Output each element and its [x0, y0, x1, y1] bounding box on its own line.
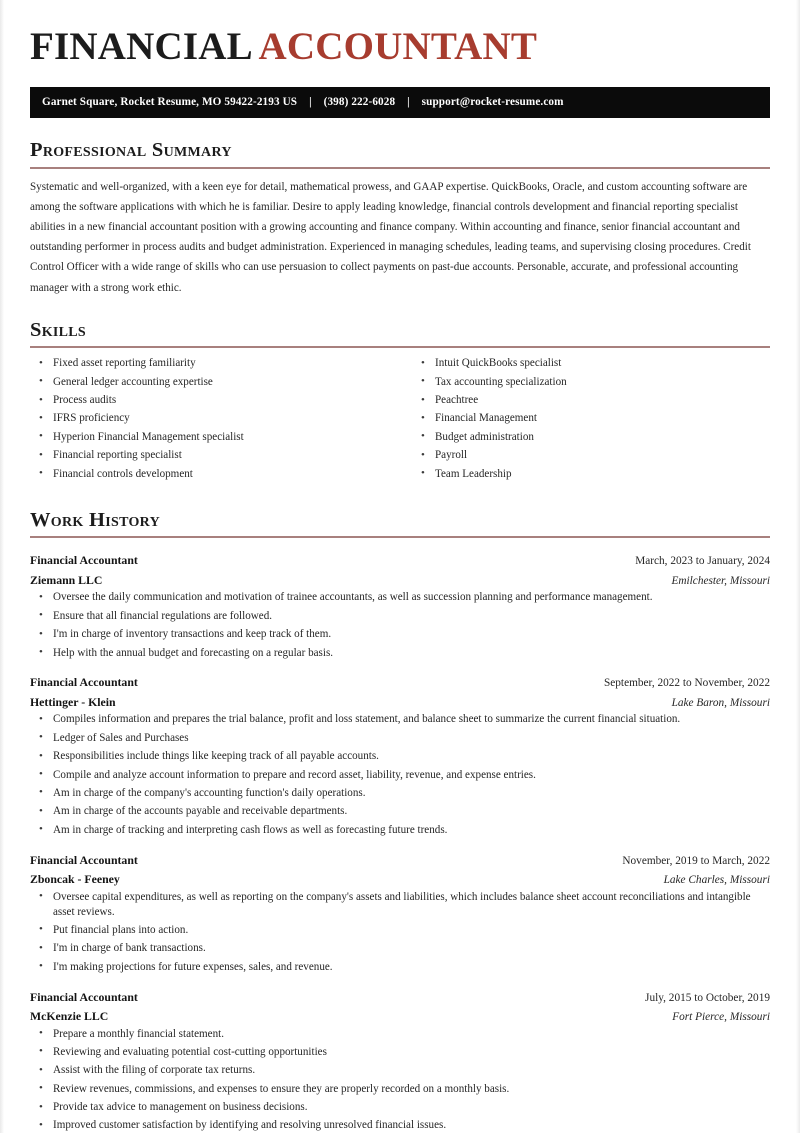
section-heading-skills: Skills	[30, 318, 87, 341]
job-dates: July, 2015 to October, 2019	[645, 991, 770, 1004]
job-company-row	[30, 693, 770, 713]
job-location: Lake Baron, Missouri	[671, 696, 770, 709]
list-item: • Payroll	[412, 448, 770, 463]
name-first: FINANCIAL	[30, 25, 251, 68]
job-location: Fort Pierce, Missouri	[672, 1011, 770, 1024]
job-company: Zboncak - Feeney	[30, 872, 120, 887]
job-company: Hettinger - Klein	[30, 694, 116, 709]
name-last: ACCOUNTANT	[258, 25, 538, 68]
contact-separator-1: |	[309, 96, 312, 109]
contact-address: Garnet Square, Rocket Resume, MO 59422-2193 US	[42, 96, 298, 109]
contact-email[interactable]: support@rocket-resume.com	[421, 96, 564, 109]
section-skills	[30, 319, 770, 485]
job-location: Lake Charles, Missouri	[663, 874, 770, 887]
list-item: • Oversee capital expenditures, as well as reporting on the company's assets and liabilities, which includes balance sheet account reconciliations and intangible asset reviews.	[30, 890, 770, 920]
section-heading-professional-summary: Professional Summary	[30, 139, 232, 162]
list-item: • Put financial plans into action.	[30, 923, 770, 938]
list-item: • Improved customer satisfaction by identifying and resolving unresolved financial issues.	[30, 1118, 770, 1133]
job-title-row	[30, 551, 770, 571]
list-item: • Compiles information and prepares the trial balance, profit and loss statement, and balance sheet to summarize the current financial situation.	[30, 712, 770, 727]
work-history-entry	[30, 988, 770, 1133]
job-title: Financial Accountant	[30, 675, 138, 690]
contact-separator-2: |	[407, 96, 410, 109]
job-company: McKenzie LLC	[30, 1009, 109, 1024]
job-company-row	[30, 870, 770, 890]
list-item: • Responsibilities include things like keeping track of all payable accounts.	[30, 749, 770, 764]
list-item: • I'm in charge of inventory transactions and keep track of them.	[30, 627, 770, 642]
job-title: Financial Accountant	[30, 989, 138, 1004]
list-item: • Budget administration	[412, 430, 770, 445]
section-work-history	[30, 509, 770, 1133]
section-divider	[30, 167, 770, 169]
job-responsibilities-list	[30, 890, 770, 975]
list-item: • Provide tax advice to management on business decisions.	[30, 1100, 770, 1115]
job-company-row	[30, 1007, 770, 1027]
section-heading-work-history: Work History	[30, 508, 160, 531]
section-divider	[30, 346, 770, 348]
job-dates: November, 2019 to March, 2022	[622, 854, 770, 867]
job-responsibilities-list	[30, 1027, 770, 1133]
list-item: • Financial reporting specialist	[30, 448, 400, 463]
job-dates: March, 2023 to January, 2024	[635, 555, 770, 568]
job-title-row	[30, 673, 770, 693]
skills-column-right	[400, 356, 770, 485]
job-responsibilities-list	[30, 712, 770, 837]
list-item: • Process audits	[30, 393, 400, 408]
list-item: • Intuit QuickBooks specialist	[412, 356, 770, 371]
job-dates: September, 2022 to November, 2022	[603, 677, 770, 690]
job-company: Ziemann LLC	[30, 572, 103, 587]
list-item: • Financial Management	[412, 411, 770, 426]
work-history-entry	[30, 851, 770, 975]
job-title: Financial Accountant	[30, 852, 138, 867]
list-item: • Oversee the daily communication and motivation of trainee accountants, as well as succession planning and performance management.	[30, 590, 770, 605]
contact-bar	[30, 87, 770, 118]
list-item: • Review revenues, commissions, and expenses to ensure they are properly recorded on a monthly basis.	[30, 1082, 770, 1097]
job-company-row	[30, 571, 770, 591]
list-item: • Am in charge of the company's accounting function's daily operations.	[30, 786, 770, 801]
skills-list-left	[30, 356, 400, 481]
section-divider	[30, 536, 770, 538]
work-history-entry	[30, 673, 770, 837]
professional-summary-text: Systematic and well-organized, with a keen eye for detail, mathematical prowess, and GAAP expertise. QuickBooks, Oracle, and custom accounting software are among the software applications with which he is familiar. Desire to apply leading knowledge, financial controls development and financial reporting specialist abilities in a new financial accountant position with a growing accounting and finance company. Within accounting and finance, senior financial accountant and outstanding performer in process audits and budget administration. Experienced in managing schedules, leading teams, and supervising closing procedures. Credit Control Officer with a wide range of skills who can use persuasion to collect payments on past-due accounts. Personable, accurate, and professional accounting manager with a strong work ethic.	[30, 180, 751, 294]
page-title	[30, 0, 770, 68]
skills-column-left	[30, 356, 400, 485]
list-item: • Reviewing and evaluating potential cost-cutting opportunities	[30, 1045, 770, 1060]
list-item: • I'm in charge of bank transactions.	[30, 941, 770, 956]
list-item: • IFRS proficiency	[30, 411, 400, 426]
skills-columns	[30, 356, 770, 485]
list-item: • General ledger accounting expertise	[30, 375, 400, 390]
list-item: • Am in charge of tracking and interpreting cash flows as well as forecasting future trends.	[30, 823, 770, 838]
job-title-row	[30, 851, 770, 871]
job-responsibilities-list	[30, 590, 770, 660]
list-item: • Ledger of Sales and Purchases	[30, 731, 770, 746]
list-item: • Prepare a monthly financial statement.	[30, 1027, 770, 1042]
list-item: • Ensure that all financial regulations are followed.	[30, 609, 770, 624]
list-item: • Hyperion Financial Management specialist	[30, 430, 400, 445]
list-item: • Help with the annual budget and forecasting on a regular basis.	[30, 646, 770, 661]
work-history-entry	[30, 551, 770, 660]
list-item: • Compile and analyze account information to prepare and record asset, liability, revenue, and expense entries.	[30, 768, 770, 783]
job-title-row	[30, 988, 770, 1008]
list-item: • Peachtree	[412, 393, 770, 408]
list-item: • Am in charge of the accounts payable and receivable departments.	[30, 804, 770, 819]
section-professional-summary	[30, 139, 770, 298]
skills-list-right	[412, 356, 770, 481]
list-item: • Team Leadership	[412, 467, 770, 482]
job-location: Emilchester, Missouri	[671, 574, 770, 587]
contact-phone[interactable]: (398) 222-6028	[323, 96, 396, 109]
job-title: Financial Accountant	[30, 553, 138, 568]
list-item: • I'm making projections for future expenses, sales, and revenue.	[30, 960, 770, 975]
list-item: • Assist with the filing of corporate tax returns.	[30, 1063, 770, 1078]
list-item: • Tax accounting specialization	[412, 375, 770, 390]
list-item: • Financial controls development	[30, 467, 400, 482]
list-item: • Fixed asset reporting familiarity	[30, 356, 400, 371]
